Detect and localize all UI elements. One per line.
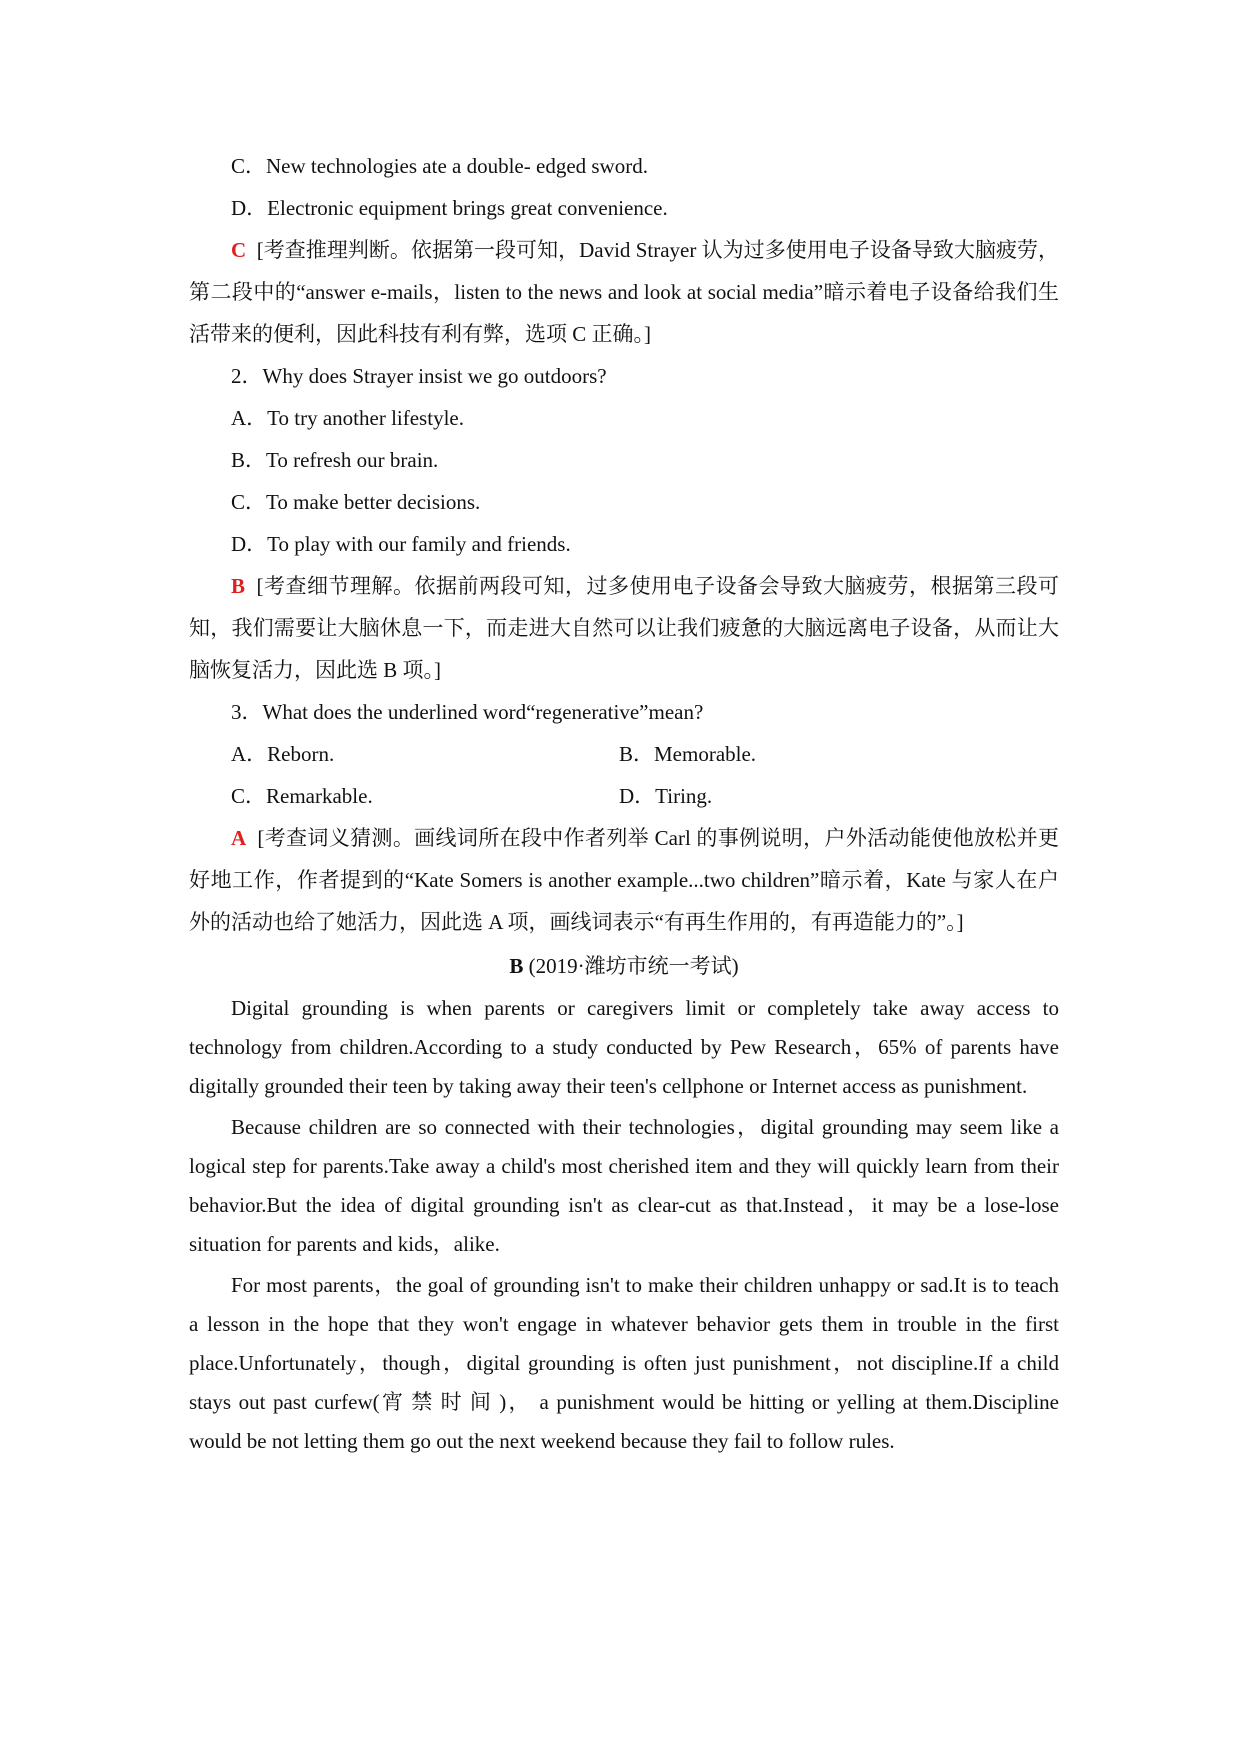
page-content — [189, 145, 1059, 1461]
q3-options-row-2 — [189, 775, 1059, 817]
q2-option-b: B．To refresh our brain. — [231, 448, 439, 472]
q2-answer-letter: B — [231, 574, 246, 598]
q3-answer-explanation: [考查词义猜测。画线词所在段中作者列举 Carl 的事例说明，户外活动能使他放松并更好地工作，作者提到的“Kate Somers is another example...two children”暗示着，Kate 与家人在户外的活动也给了她活力，因此选 A 项，画线词表示“有再生作用的，有再造能力的”。] — [189, 826, 1059, 934]
q1-answer-letter: C — [231, 238, 247, 262]
passage-paragraph-2: Because children are so connected with their technologies，digital grounding may seem like a logical step for parents.Take away a child's most cherished item and they will quickly learn from their behavior.But the idea of digital grounding isn't as clear-cut as that.Instead，it may be a lose-lose situation for parents and kids，alike. — [189, 1115, 1059, 1256]
section-heading — [189, 943, 1059, 987]
q2-answer-explanation: [考查细节理解。依据前两段可知，过多使用电子设备会导致大脑疲劳，根据第三段可知，我们需要让大脑休息一下，而走进大自然可以让我们疲惫的大脑远离电子设备，从而让大脑恢复活力，因此选 B 项。] — [189, 574, 1059, 682]
q2-question: 2．Why does Strayer insist we go outdoors? — [231, 364, 607, 388]
q2-option-a: A．To try another lifestyle. — [231, 406, 464, 430]
q2-option-d: D．To play with our family and friends. — [231, 532, 571, 556]
q3-options-row-1 — [189, 733, 1059, 775]
q3-answer-letter: A — [231, 826, 247, 850]
q1-option-c: C．New technologies ate a double- edged sword. — [231, 154, 648, 178]
q3-answer — [189, 817, 1059, 943]
curfew-gloss: 宵禁时间 — [379, 1390, 500, 1414]
q1-answer-explanation: [考查推理判断。依据第一段可知，David Strayer 认为过多使用电子设备导致大脑疲劳，第二段中的“answer e-mails，listen to the news and look at social media”暗示着电子设备给我们生活带来的便利，因此科技有利有弊，选项 C 正确。] — [189, 238, 1060, 346]
q3-option-c: C．Remarkable. — [231, 784, 373, 808]
q3-question: 3．What does the underlined word“regenerative”mean? — [231, 700, 704, 724]
section-source: (2019·潍坊市统一考试) — [523, 954, 739, 978]
q3-option-d: D．Tiring. — [619, 784, 713, 808]
passage-paragraph-3 — [189, 1266, 1059, 1461]
q2-option-c: C．To make better decisions. — [231, 490, 481, 514]
q3-option-a: A．Reborn. — [231, 742, 335, 766]
passage-paragraph-3-part-1: For most parents，the goal of grounding isn't to make their children unhappy or sad.It is to teach a lesson in the hope that they won't engage in whatever behavior gets them in trouble in the first place.Unfortunately，though，digital grounding is often just punishment，not discipline.If a child stays out past curfew( — [189, 1273, 1059, 1414]
q1-answer — [189, 229, 1059, 355]
q1-option-d: D．Electronic equipment brings great convenience. — [231, 196, 668, 220]
section-letter: B — [509, 954, 524, 978]
q3-option-b: B．Memorable. — [619, 742, 757, 766]
passage-paragraph-3-part-2: )， a punishment would be hitting or yelling at them.Discipline would be not letting them go out the next weekend because they fail to follow rules. — [189, 1390, 1059, 1453]
q2-answer — [189, 565, 1059, 691]
passage-paragraph-1: Digital grounding is when parents or caregivers limit or completely take away access to technology from children.According to a study conducted by Pew Research，65% of parents have digitally grounded their teen by taking away their teen's cellphone or Internet access as punishment. — [189, 996, 1059, 1098]
